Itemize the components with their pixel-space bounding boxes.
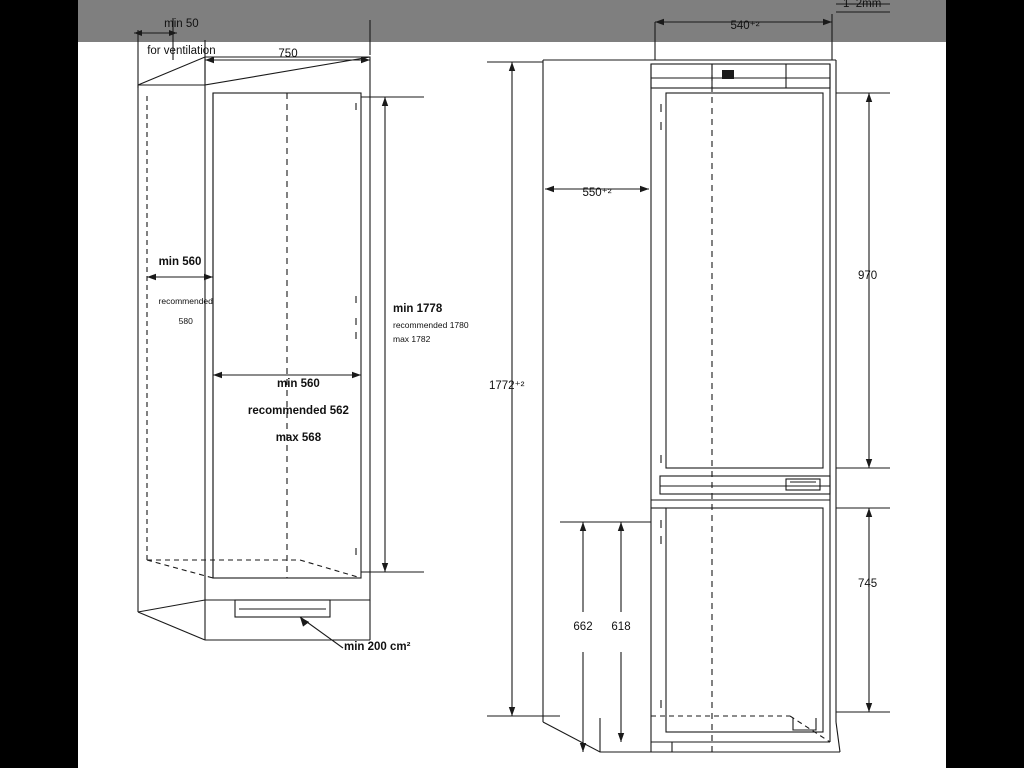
depth-recommended-word: recommended (158, 296, 213, 307)
ventilation-min-value: min 50 (164, 17, 199, 30)
label-vent-area: min 200 cm² (344, 641, 411, 653)
label-height-max: max 1782 (393, 334, 431, 344)
label-depth-min560: min 560 (158, 256, 202, 268)
label-width-750: 750 (278, 48, 298, 60)
front-recommended-value: recommended 562 (247, 404, 349, 417)
label-depth-recommended (135, 286, 227, 336)
label-front-opening (232, 364, 352, 459)
label-total-height-1772: 1772⁺² (489, 380, 525, 392)
ventilation-note: for ventilation (147, 44, 216, 57)
label-upper-height-970: 970 (858, 270, 878, 282)
label-lower-height-745: 745 (858, 578, 878, 590)
label-depth-550: 550⁺² (582, 187, 612, 199)
front-min-value: min 560 (276, 377, 320, 390)
front-max-value: max 568 (275, 431, 322, 444)
label-depth-540: 540⁺² (730, 20, 760, 32)
label-height-min1778: min 1778 (393, 303, 443, 315)
label-dim-618: 618 (611, 621, 631, 633)
label-top-gap: 1–2mm (843, 0, 882, 10)
label-ventilation-min50 (120, 4, 230, 72)
depth-recommended-value: 580 (178, 316, 193, 327)
label-height-recommended: recommended 1780 (393, 320, 469, 330)
label-dim-662: 662 (573, 621, 593, 633)
